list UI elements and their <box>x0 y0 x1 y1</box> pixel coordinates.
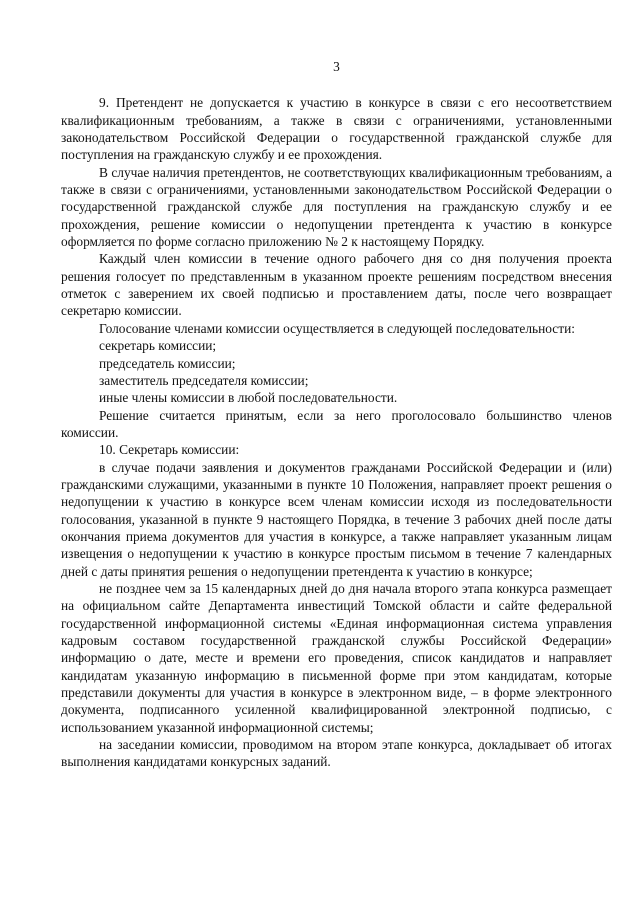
paragraph-decision-majority: Решение считается принятым, если за него проголосовало большинство членов комиссии. <box>61 407 612 440</box>
paragraph-10-heading: 10. Секретарь комиссии: <box>99 442 240 458</box>
paragraph-secretary-duty-3: на заседании комиссии, проводимом на втором этапе конкурса, докладывает об итогах выполнения кандидатами конкурсных заданий. <box>61 737 612 770</box>
voting-order-item: секретарь комиссии; <box>99 338 217 354</box>
paragraph-ineligible-candidates: В случае наличия претендентов, не соответствующих квалификационным требованиям, а также в связи с ограничениями, установленными законодательством Российской Федерации о государственной гражданской службе для поступления на гражданскую службу и ее прохождения, решение комиссии о недопущении претендента к участию в конкурсе оформляется по форме согласно приложению № 2 к настоящему Порядку. <box>61 164 612 250</box>
voting-order-item: председатель комиссии; <box>99 355 236 371</box>
paragraph-9: 9. Претендент не допускается к участию в конкурсе в связи с его несоответствием квалификационным требованиям, а также в связи с ограничениями, установленными законодательством Российской Федерации о государственной гражданской службе для поступления на гражданскую службу и ее прохождения. <box>61 95 612 163</box>
page-number: 3 <box>333 59 340 74</box>
paragraph-secretary-duty-2: не позднее чем за 15 календарных дней до дня начала второго этапа конкурса размещает на официальном сайте Департамента инвестиций Томской области и сайте федеральной государственной информационной системы «Единая информационная система управления кадровым составом государственной гражданской службы Российской Федерации» информацию о дате, месте и времени его проведения, список кандидатов и направляет кандидатам указанную информацию в письменной форме при этом кандидатам, которые представили документы для участия в конкурсе в электронном виде, – в форме электронного документа, подписанного усиленной квалифицированной электронной подписью, с использованием указанной информационной системы; <box>61 580 612 735</box>
paragraph-member-voting: Каждый член комиссии в течение одного рабочего дня со дня получения проекта решения голосует по представленным в указанном проекте решениям посредством внесения отметок с заверением их своей подписью и проставлением даты, после чего возвращает секретарю комиссии. <box>61 251 612 319</box>
paragraph-voting-order: Голосование членами комиссии осуществляется в следующей последовательности: <box>99 320 575 336</box>
paragraph-secretary-duty-1: в случае подачи заявления и документов гражданами Российской Федерации и (или) гражданскими служащими, указанными в пункте 10 Положения, направляет проект решения о недопущении к участию в конкурсе всем членам комиссии исходя из последовательности голосования, указанной в пункте 9 настоящего Порядка, в течение 3 рабочих дней после даты окончания приема документов для участия в конкурсе, а также направляет указанным лицам извещения о недопущении к участию в конкурсе простым письмом в течение 7 календарных дней с даты принятия решения о недопущении претендента к участию в конкурсе; <box>61 459 612 579</box>
voting-order-item: заместитель председателя комиссии; <box>99 372 309 388</box>
voting-order-item: иные члены комиссии в любой последовательности. <box>99 390 398 406</box>
